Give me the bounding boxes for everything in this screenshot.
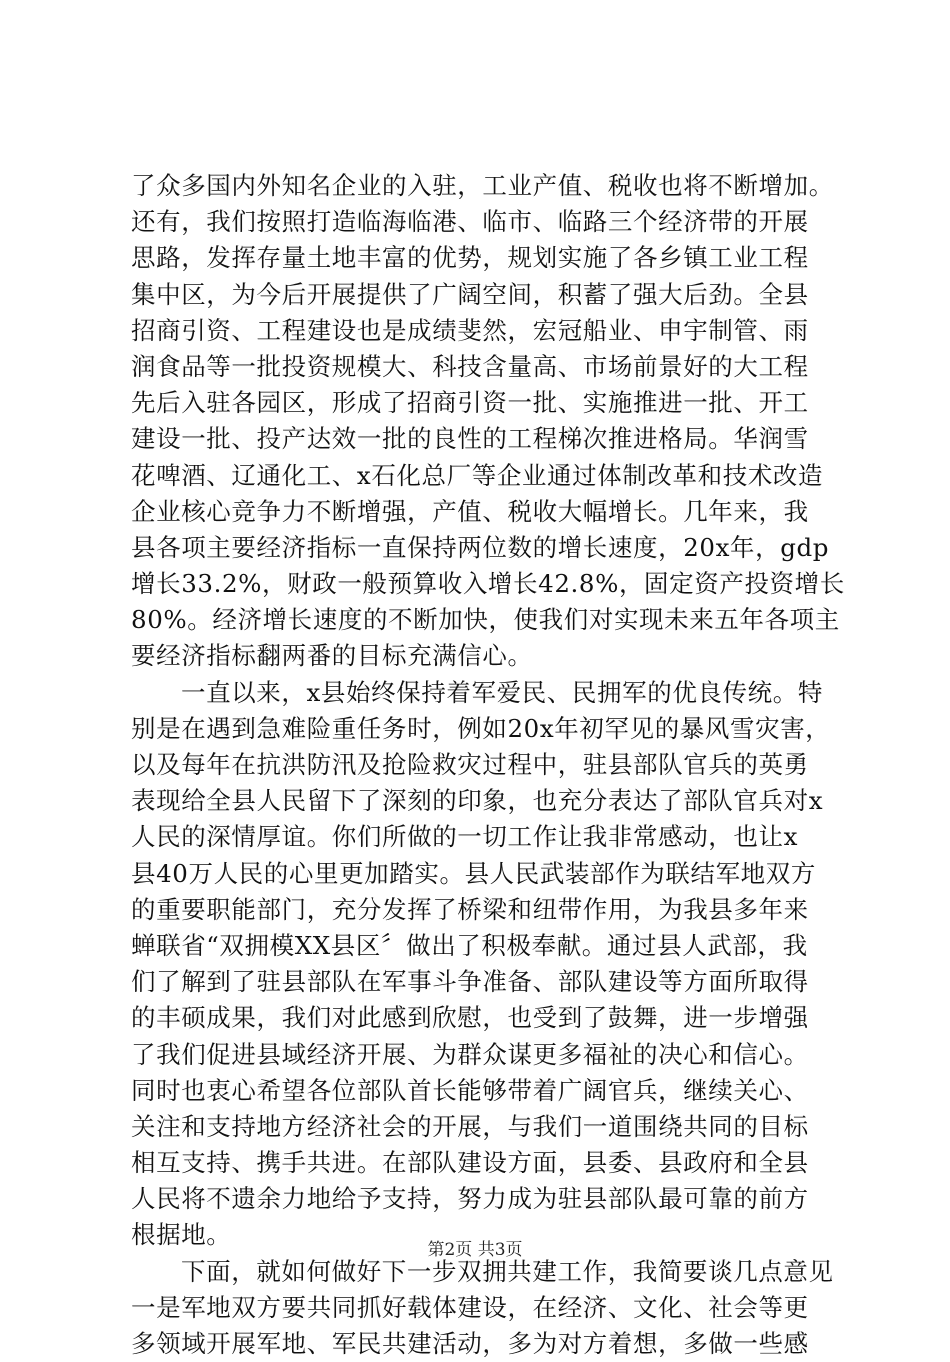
text-line: 了众多国内外知名企业的入驻，工业产值、税收也将不断增加。 [131,171,834,200]
text-line: 人民将不遗余力地给予支持，努力成为驻县部队最可靠的前方 [131,1184,809,1214]
text-line: 思路，发挥存量土地丰富的优势，规划实施了各乡镇工业工程 [131,243,809,273]
paragraph-start-line: 一直以来，x县始终保持着军爱民、民拥军的优良传统。特 [181,677,823,707]
text-line: 80%。经济增长速度的不断加快，使我们对实现未来五年各项主 [131,605,840,635]
text-line: 的重要职能部门，充分发挥了桥梁和纽带作用，为我县多年来 [131,894,809,924]
text-line: 以及每年在抗洪防汛及抢险救灾过程中，驻县部队官兵的英勇 [131,750,809,779]
text-line: 的丰硕成果，我们对此感到欣慰，也受到了鼓舞，进一步增强 [131,1003,809,1033]
text-line: 县40万人民的心里更加踏实。县人民武装部作为联结军地双方 [131,858,816,888]
text-line: 招商引资、工程建设也是成绩斐然，宏冠船业、申宇制管、雨 [131,315,809,345]
text-line: 还有，我们按照打造临海临港、临市、临路三个经济带的开展 [131,207,809,237]
text-line: 花啤酒、辽通化工、x石化总厂等企业通过体制改革和技术改造 [131,460,824,490]
document-body [131,168,845,1362]
page-footer [0,1238,950,1262]
text-line: 相互支持、携手共进。在部队建设方面，县委、县政府和全县 [131,1148,809,1178]
paragraph-start-line: 下面，就如何做好下一步双拥共建工作，我简要谈几点意见 [181,1256,834,1286]
text-line: 人民的深情厚谊。你们所做的一切工作让我非常感动，也让x [131,822,799,852]
text-line: 先后入驻各园区，形成了招商引资一批、实施推进一批、开工 [131,388,809,418]
text-line: 多领域开展军地、军民共建活动，多为对方着想，多做一些感 [131,1329,809,1358]
text-line: 建设一批、投产达效一批的良性的工程梯次推进格局。华润雪 [131,424,809,454]
text-line: 一是军地双方要共同抓好载体建设，在经济、文化、社会等更 [131,1292,809,1322]
text-line: 集中区，为今后开展提供了广阔空间，积蓄了强大后劲。全县 [131,279,809,309]
text-line: 表现给全县人民留下了深刻的印象，也充分表达了部队官兵对x [131,786,824,816]
text-line: 别是在遇到急难险重任务时，例如20x年初罕见的暴风雪灾害， [131,713,831,743]
text-line: 们了解到了驻县部队在军事斗争准备、部队建设等方面所取得 [131,967,809,997]
page-number-label: 第2页 共3页 [427,1240,523,1260]
text-line: 增长33.2%，财政一般预算收入增长42.8%，固定资产投资增长 [131,569,845,599]
text-line: 要经济指标翻两番的目标充满信心。 [131,641,533,671]
text-line: 了我们促进县域经济开展、为群众谋更多福祉的决心和信心。 [131,1039,809,1069]
text-line: 县各项主要经济指标一直保持两位数的增长速度，20x年，gdp [131,532,830,562]
text-line: 企业核心竞争力不断增强，产值、税收大幅增长。几年来，我 [131,496,809,526]
text-line: 蝉联省“双拥模XX县区〞做出了积极奉献。通过县人武部，我 [131,930,808,960]
text-line: 根据地。 [131,1220,232,1250]
text-line: 润食品等一批投资规模大、科技含量高、市场前景好的大工程 [131,351,809,381]
text-line: 关注和支持地方经济社会的开展，与我们一道围绕共同的目标 [131,1111,809,1141]
text-line: 同时也衷心希望各位部队首长能够带着广阔官兵，继续关心、 [131,1075,809,1105]
